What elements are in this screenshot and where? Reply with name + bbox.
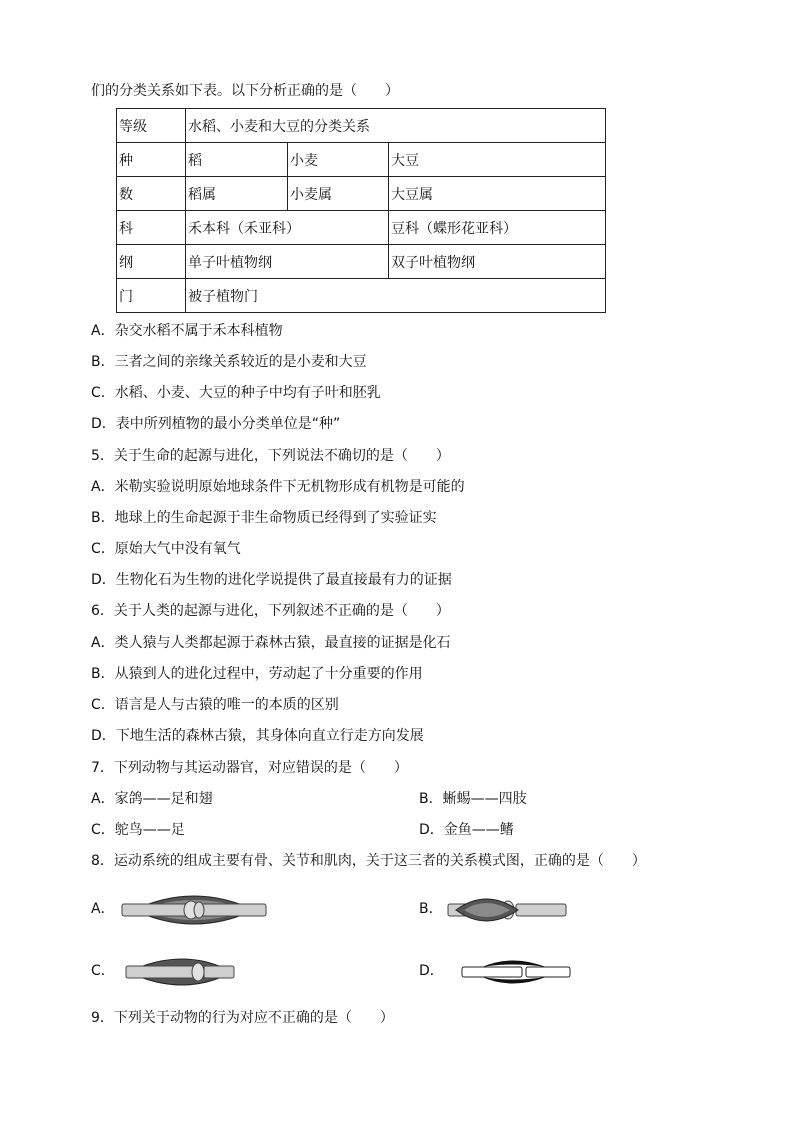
table-cell: 稻 bbox=[186, 143, 288, 177]
table-row bbox=[117, 211, 606, 245]
q8-option-c-label: C． bbox=[91, 963, 115, 979]
q6-option-a: A．类人猿与人类都起源于森林古猿，最直接的证据是化石 bbox=[91, 635, 451, 651]
q4-option-d: D．表中所列植物的最小分类单位是“种” bbox=[91, 416, 341, 432]
q5-stem: 5．关于生命的起源与进化，下列说法不确切的是（ ） bbox=[91, 448, 450, 464]
table-cell: 小麦属 bbox=[288, 177, 389, 211]
table-cell: 单子叶植物纲 bbox=[186, 245, 389, 279]
q4-option-a: A．杂交水稻不属于禾本科植物 bbox=[91, 323, 283, 339]
q8-stem: 8．运动系统的组成主要有骨、关节和肌肉，关于这三者的关系模式图，正确的是（ ） bbox=[91, 853, 646, 869]
q8-option-a-label: A． bbox=[91, 901, 115, 917]
table-rank-cell: 门 bbox=[117, 279, 186, 313]
table-row bbox=[117, 177, 606, 211]
table-cell: 豆科（蝶形花亚科） bbox=[389, 211, 606, 245]
q4-option-c: C．水稻、小麦、大豆的种子中均有子叶和胚乳 bbox=[91, 385, 381, 401]
q7-option-d: D．金鱼——鳍 bbox=[419, 822, 514, 838]
table-cell: 大豆 bbox=[389, 143, 606, 177]
q8-option-d-diagram bbox=[460, 952, 572, 992]
q8-option-b-label: B． bbox=[419, 901, 443, 917]
table-row bbox=[117, 245, 606, 279]
table-cell: 大豆属 bbox=[389, 177, 606, 211]
q6-stem: 6．关于人类的起源与进化，下列叙述不正确的是（ ） bbox=[91, 603, 450, 619]
table-row bbox=[117, 143, 606, 177]
q7-option-a: A．家鸽——足和翅 bbox=[91, 791, 213, 807]
q8-option-c-diagram bbox=[124, 950, 236, 994]
table-rank-cell: 种 bbox=[117, 143, 186, 177]
q4-option-b: B．三者之间的亲缘关系较近的是小麦和大豆 bbox=[91, 354, 367, 370]
q5-option-c: C．原始大气中没有氧气 bbox=[91, 541, 241, 557]
table-cell: 被子植物门 bbox=[186, 279, 606, 313]
classification-table bbox=[116, 108, 606, 313]
table-cell: 禾本科（禾亚科） bbox=[186, 211, 389, 245]
q8-option-d-label: D． bbox=[419, 963, 444, 979]
q6-option-b: B．从猿到人的进化过程中，劳动起了十分重要的作用 bbox=[91, 666, 423, 682]
q6-option-c: C．语言是人与古猿的唯一的本质的区别 bbox=[91, 697, 339, 713]
q6-option-d: D．下地生活的森林古猿，其身体向直立行走方向发展 bbox=[91, 728, 424, 744]
q8-option-b-diagram bbox=[446, 888, 568, 932]
table-rank-cell: 数 bbox=[117, 177, 186, 211]
q8-option-a-diagram bbox=[120, 888, 268, 932]
q7-option-c: C．鸵鸟——足 bbox=[91, 822, 185, 838]
table-header-rank: 等级 bbox=[117, 109, 186, 143]
q5-option-b: B．地球上的生命起源于非生命物质已经得到了实验证实 bbox=[91, 510, 437, 526]
q4-intro: 们的分类关系如下表。以下分析正确的是（ ） bbox=[91, 83, 399, 99]
table-header-title: 水稻、小麦和大豆的分类关系 bbox=[186, 109, 606, 143]
q5-option-d: D．生物化石为生物的进化学说提供了最直接最有力的证据 bbox=[91, 572, 452, 588]
table-cell: 稻属 bbox=[186, 177, 288, 211]
table-row bbox=[117, 109, 606, 143]
table-cell: 小麦 bbox=[288, 143, 389, 177]
q7-stem: 7．下列动物与其运动器官，对应错误的是（ ） bbox=[91, 760, 408, 776]
q9-stem: 9．下列关于动物的行为对应不正确的是（ ） bbox=[91, 1010, 394, 1026]
q7-option-b: B．蜥蜴——四肢 bbox=[419, 791, 527, 807]
table-row bbox=[117, 279, 606, 313]
table-rank-cell: 纲 bbox=[117, 245, 186, 279]
table-cell: 双子叶植物纲 bbox=[389, 245, 606, 279]
table-rank-cell: 科 bbox=[117, 211, 186, 245]
q5-option-a: A．米勒实验说明原始地球条件下无机物形成有机物是可能的 bbox=[91, 479, 465, 495]
